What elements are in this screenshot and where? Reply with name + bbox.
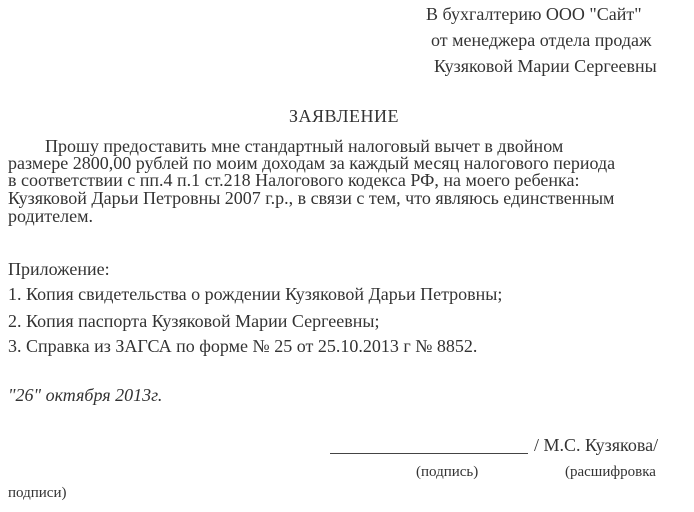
signature-line bbox=[330, 453, 528, 454]
decoding-caption: (расшифровка bbox=[565, 464, 656, 480]
attachment-item: 2. Копия паспорта Кузяковой Марии Сергеевны; bbox=[8, 311, 380, 331]
attachments-heading: Приложение: bbox=[8, 259, 110, 279]
body-line-4: Кузяковой Дарьи Петровны 2007 г.р., в связи с тем, что являюсь единственным bbox=[8, 188, 615, 208]
addressee-block bbox=[0, 0, 694, 80]
attachment-item: 3. Справка из ЗАГСА по форме № 25 от 25.10.2013 г № 8852. bbox=[8, 336, 478, 356]
signature-name: / М.С. Кузякова/ bbox=[534, 435, 659, 455]
document-title: ЗАЯВЛЕНИЕ bbox=[289, 106, 400, 126]
signature-caption: (подпись) bbox=[416, 464, 479, 480]
sender-name-line: Кузяковой Марии Сергеевны bbox=[434, 56, 657, 76]
application-date: "26" октября 2013г. bbox=[8, 385, 163, 405]
sender-position-line: от менеджера отдела продаж bbox=[431, 30, 652, 50]
body-line-3: в соответствии с пп.4 п.1 ст.218 Налогового кодекса РФ, на моего ребенка: bbox=[8, 170, 580, 190]
body-line-1: Прошу предоставить мне стандартный налоговый вычет в двойном bbox=[45, 136, 564, 156]
body-line-2: размере 2800,00 рублей по моим доходам за каждый месяц налогового периода bbox=[8, 153, 616, 173]
addressee-line: В бухгалтерию ООО "Сайт" bbox=[426, 4, 642, 24]
attachment-item: 1. Копия свидетельства о рождении Кузяковой Дарьи Петровны; bbox=[8, 284, 503, 304]
decoding-caption-continued: подписи) bbox=[8, 485, 67, 501]
body-line-5: родителем. bbox=[8, 206, 93, 226]
